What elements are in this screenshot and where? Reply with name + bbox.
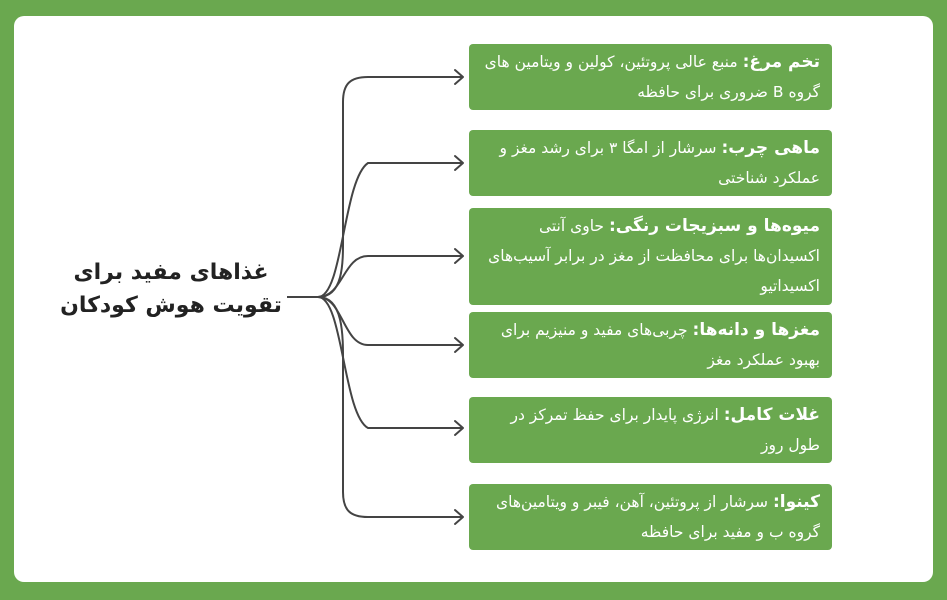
- node-heading: ماهی چرب:: [721, 138, 820, 158]
- node-heading: کینوا:: [772, 492, 820, 512]
- node-heading: مغزها و دانه‌ها:: [692, 320, 820, 340]
- node-heading: میوه‌ها و سبزیجات رنگی:: [608, 216, 820, 236]
- node-text: چربی‌های مفید و منیزیم برای بهبود عملکرد مغز: [500, 321, 820, 369]
- node-text: منبع عالی پروتئین، کولین و ویتامین های گروه B ضروری برای حافظه: [484, 53, 820, 101]
- connector-6: [318, 297, 463, 517]
- node-heading: تخم مرغ:: [742, 52, 820, 72]
- node-eggs: [469, 44, 832, 110]
- connector-1: [318, 77, 463, 297]
- node-colorful-produce: [469, 208, 832, 305]
- node-whole-grains: [469, 397, 832, 463]
- node-text: حاوی آنتی اکسیدان‌ها برای محافظت از مغز در برابر آسیب‌های اکسیداتیو: [488, 217, 820, 295]
- node-quinoa: [469, 484, 832, 550]
- root-topic: غذاهای مفید برای تقویت هوش کودکان: [60, 260, 282, 318]
- node-nuts-seeds: [469, 312, 832, 378]
- node-heading: غلات کامل:: [723, 405, 820, 425]
- node-text: سرشار از پروتئین، آهن، فیبر و ویتامین‌های گروه ب و مفید برای حافظه: [496, 493, 820, 541]
- node-text: انرژی پایدار برای حفظ تمرکز در طول روز: [510, 406, 820, 454]
- node-fatty-fish: [469, 130, 832, 196]
- node-text: سرشار از امگا ۳ برای رشد مغز و عملکرد شناختی: [499, 139, 820, 187]
